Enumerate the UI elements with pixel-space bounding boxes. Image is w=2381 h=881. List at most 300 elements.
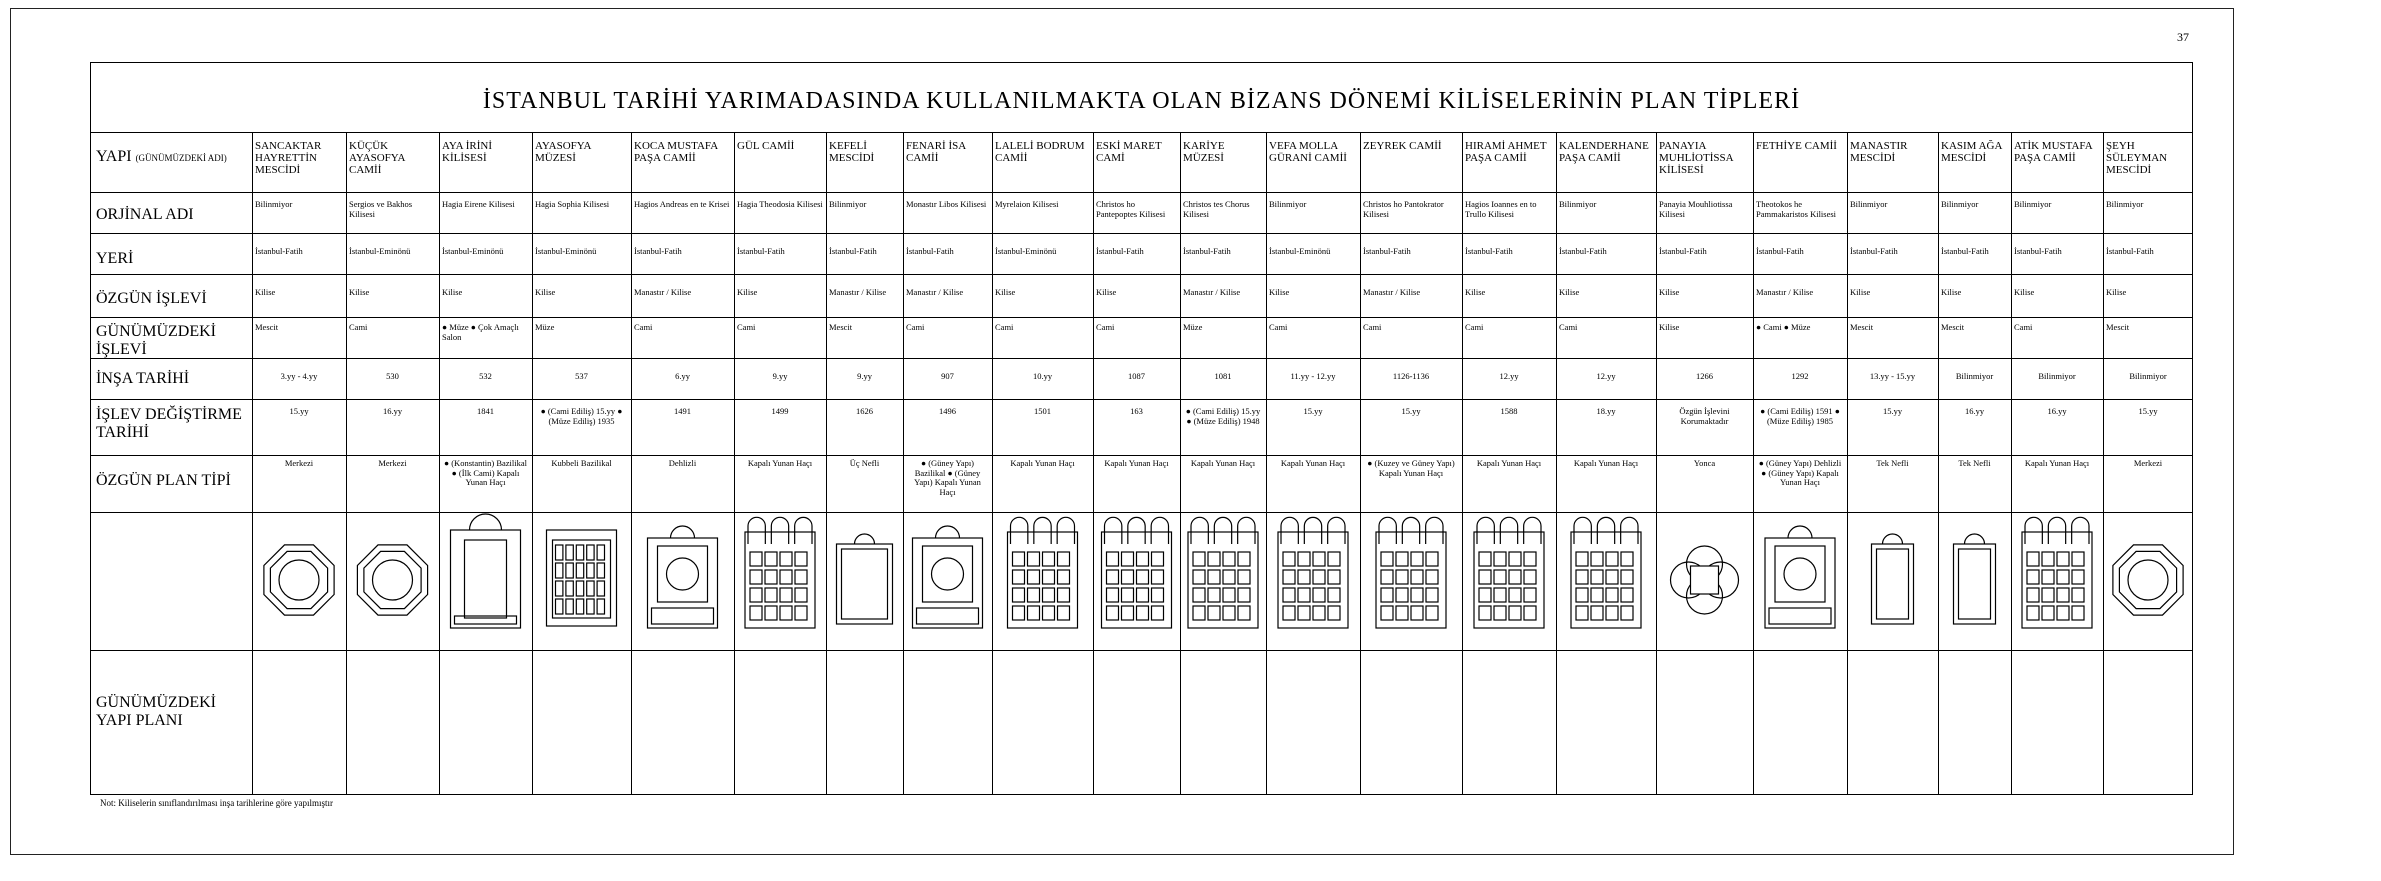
construction-date-cell: 3.yy - 4.yy (280, 372, 318, 381)
plan-type-cell: Kapalı Yunan Haçı (747, 459, 813, 468)
plan-line (1606, 552, 1618, 566)
plan-type-cell: Kapalı Yunan Haçı (1280, 459, 1346, 468)
plan-line (1122, 606, 1134, 620)
plan-line (1107, 570, 1119, 584)
page-number: 37 (2177, 30, 2189, 44)
plan-line (1883, 534, 1903, 544)
plan-line (1238, 517, 1255, 544)
plan-line (1621, 517, 1638, 544)
original-name-cell: Panayia Mouhliotissa Kilisesi (1659, 200, 1733, 219)
plan-line (1028, 552, 1040, 566)
plan-line (1426, 552, 1438, 566)
plan-line (1013, 552, 1025, 566)
plan-line (1381, 588, 1393, 602)
original-name-cell: Bilinmiyor (1269, 200, 1307, 209)
plan-line (1576, 552, 1588, 566)
plan-line (1396, 570, 1408, 584)
building-name-cell: HIRAMİ AHMET PAŞA CAMİİ (1465, 140, 1547, 164)
plan-line (566, 599, 573, 614)
table-title: İSTANBUL TARİHİ YARIMADASINDA KULLANILMAKTA OLAN BİZANS DÖNEMİ KİLİSELERİNİN PLAN TİPLERİ (482, 88, 1801, 114)
original-function-cell: Manastır / Kilise (1363, 288, 1421, 297)
plan-line (2027, 570, 2039, 584)
original-name-cell: Monastır Libos Kilisesi (906, 200, 987, 209)
function-change-date-cell: 16.yy (1964, 407, 1985, 416)
current-function-cell: Mescit (1850, 323, 1874, 332)
function-change-date-cell: 163 (1130, 407, 1143, 416)
plan-line (1509, 552, 1521, 566)
plan-line (2042, 588, 2054, 602)
plan-line (2027, 588, 2039, 602)
plan-line (936, 526, 960, 538)
plan-line (1426, 517, 1443, 544)
plan-type-cell: Kapalı Yunan Haçı (2024, 459, 2090, 468)
function-change-date-cell: 1501 (1034, 407, 1051, 416)
plan-line (1152, 606, 1164, 620)
plan-line (780, 606, 792, 620)
location-cell: İstanbul-Fatih (2014, 247, 2062, 256)
plan-line (765, 588, 777, 602)
original-name-cell: Hagios Andreas en te Krisei (634, 200, 730, 209)
function-change-date-cell: 1841 (477, 407, 494, 416)
location-cell: İstanbul-Fatih (255, 247, 303, 256)
current-function-cell: Müze (1183, 323, 1203, 332)
original-name-cell: Christos tes Chorus Kilisesi (1183, 200, 1250, 219)
original-function-cell: Kilise (1850, 288, 1871, 297)
plan-line (1479, 570, 1491, 584)
plan-line (1328, 517, 1345, 544)
plan-type-cell: Dehlizli (668, 459, 697, 468)
plan-line (1028, 606, 1040, 620)
plan-line (1509, 606, 1521, 620)
plan-line (1494, 588, 1506, 602)
plan-line (576, 563, 583, 578)
original-function-cell: Manastır / Kilise (906, 288, 964, 297)
function-change-date-cell: ● (Cami Ediliş) 15.yy ● (Müze Ediliş) 1935 (540, 407, 623, 426)
plan-line (556, 599, 563, 614)
plan-line (1283, 552, 1295, 566)
plan-type-cell: Merkezi (2133, 459, 2163, 468)
plan-line (1238, 588, 1250, 602)
building-name-cell: KOCA MUSTAFA PAŞA CAMİİ (634, 140, 718, 164)
function-change-date-cell: 1588 (1500, 407, 1518, 416)
plan-line (1013, 588, 1025, 602)
plan-line (1238, 552, 1250, 566)
plan-line (1223, 570, 1235, 584)
plan-line (1137, 570, 1149, 584)
building-name-cell: FETHİYE CAMİİ (1756, 140, 1837, 152)
current-function-cell: Cami (1269, 323, 1288, 332)
plan-line (780, 552, 792, 566)
plan-type-cell: ● (Konstantin) Bazilikal ● (İlk Cami) Kapalı Yunan Haçı (443, 459, 528, 487)
current-function-cell: Müze (535, 323, 555, 332)
plan-line (1013, 570, 1025, 584)
plan-line (667, 558, 699, 590)
plan-line (1411, 570, 1423, 584)
plan-line (553, 540, 611, 618)
plan-line (1058, 570, 1070, 584)
plan-line (2027, 606, 2039, 620)
plan-line (1208, 606, 1220, 620)
plan-line (1058, 606, 1070, 620)
original-function-cell: Kilise (2106, 288, 2127, 297)
construction-date-cell: 10.yy (1032, 372, 1053, 381)
plan-outline (1954, 544, 1996, 624)
current-function-cell: ● Müze ● Çok Amaçlı Salon (442, 323, 519, 342)
plan-line (1381, 570, 1393, 584)
building-name-cell: KASIM AĞA MESCİDİ (1941, 140, 2002, 164)
plan-line (1152, 570, 1164, 584)
plan-line (1238, 570, 1250, 584)
location-cell: İstanbul-Fatih (1096, 247, 1144, 256)
plan-line (1621, 552, 1633, 566)
plan-line (2057, 606, 2069, 620)
plan-line (2048, 517, 2065, 544)
plan-line (917, 608, 979, 624)
location-cell: İstanbul-Eminönü (535, 247, 597, 256)
location-cell: İstanbul-Fatih (829, 247, 877, 256)
current-function-cell: Cami (1465, 323, 1484, 332)
plan-line (1304, 517, 1321, 544)
plan-line (795, 517, 812, 544)
original-function-cell: Kilise (737, 288, 758, 297)
current-function-cell: Cami (737, 323, 756, 332)
plan-line (1477, 517, 1494, 544)
current-function-cell: Cami (1096, 323, 1115, 332)
plan-line (1524, 552, 1536, 566)
plan-line (1193, 588, 1205, 602)
plan-line (1691, 566, 1719, 594)
plan-line (1775, 546, 1825, 602)
location-cell: İstanbul-Fatih (906, 247, 954, 256)
building-name-cell: ATİK MUSTAFA PAŞA CAMİİ (2014, 140, 2093, 164)
plan-line (1769, 608, 1831, 624)
function-change-date-cell: 1626 (856, 407, 873, 416)
plan-line (587, 563, 594, 578)
plan-line (2072, 588, 2084, 602)
plan-line (470, 514, 502, 530)
plan-line (1591, 606, 1603, 620)
location-cell: İstanbul-Eminönü (349, 247, 411, 256)
original-function-cell: Kilise (255, 288, 276, 297)
plan-line (576, 581, 583, 596)
plan-line (566, 581, 573, 596)
function-change-date-cell: 18.yy (1596, 407, 1616, 416)
plan-line (1396, 588, 1408, 602)
plan-line (1328, 606, 1340, 620)
plan-line (1509, 588, 1521, 602)
plan-line (455, 616, 517, 624)
row-label-insa: İNŞA TARİHİ (96, 370, 190, 387)
original-function-cell: Kilise (1659, 288, 1680, 297)
plan-line (597, 545, 604, 560)
plan-line (750, 570, 762, 584)
plan-line (1043, 552, 1055, 566)
building-name-cell: SANCAKTAR HAYRETTİN MESCİDİ (255, 140, 322, 176)
original-name-cell: Bilinmiyor (1850, 200, 1888, 209)
plan-line (1479, 606, 1491, 620)
original-name-cell: Theotokos he Pammakaristos Kilisesi (1756, 200, 1837, 219)
location-cell: İstanbul-Fatih (1850, 247, 1898, 256)
plan-line (671, 526, 695, 538)
original-name-cell: Bilinmiyor (1559, 200, 1597, 209)
plan-line (1208, 570, 1220, 584)
plan-outline (2113, 545, 2183, 615)
plan-line (1576, 588, 1588, 602)
plan-line (1784, 558, 1816, 590)
current-function-cell: Kilise (1659, 323, 1680, 332)
plan-line (1223, 588, 1235, 602)
original-name-cell: Christos ho Pantokrator Kilisesi (1363, 200, 1444, 219)
original-function-cell: Kilise (442, 288, 463, 297)
plan-line (1959, 549, 1991, 619)
plan-line (795, 552, 807, 566)
plan-line (1011, 517, 1028, 544)
original-name-cell: Hagia Theodosia Kilisesi (737, 200, 823, 209)
plan-line (556, 581, 563, 596)
plan-type-cell: Kapalı Yunan Haçı (1476, 459, 1542, 468)
building-name-cell: ŞEYH SÜLEYMAN MESCİDİ (2106, 140, 2168, 176)
construction-date-cell: 12.yy (1499, 372, 1519, 381)
function-change-date-cell: 15.yy (2138, 407, 2158, 416)
location-cell: İstanbul-Fatih (1559, 247, 1607, 256)
plan-type-cell: ● (Güney Yapı) Dehlizli ● (Güney Yapı) Kapalı Yunan Haçı (1758, 459, 1842, 487)
plan-line (1043, 588, 1055, 602)
original-function-cell: Kilise (1559, 288, 1580, 297)
plan-line (765, 606, 777, 620)
plan-line (2072, 606, 2084, 620)
plan-line (1313, 570, 1325, 584)
plan-line (556, 563, 563, 578)
plan-line (373, 560, 413, 600)
plan-line (1193, 552, 1205, 566)
original-name-cell: Bilinmiyor (1941, 200, 1979, 209)
plan-line (2057, 588, 2069, 602)
plan-line (795, 606, 807, 620)
original-name-cell: Christos ho Pantepoptes Kilisesi (1096, 200, 1166, 219)
plan-line (1028, 570, 1040, 584)
plan-line (1381, 552, 1393, 566)
construction-date-cell: 6.yy (675, 372, 690, 381)
plan-outline (451, 530, 521, 628)
current-function-cell: Cami (995, 323, 1014, 332)
plan-line (587, 545, 594, 560)
plan-line (1379, 517, 1396, 544)
plan-line (2128, 560, 2168, 600)
plan-line (1281, 517, 1298, 544)
plan-line (1494, 606, 1506, 620)
plan-type-cell: Üç Nefli (849, 459, 880, 468)
plan-line (1193, 570, 1205, 584)
plan-outline (1872, 544, 1914, 624)
plan-line (1208, 552, 1220, 566)
footnote: Not: Kiliselerin sınıflandırılması inşa tarihlerine göre yapılmıştır (100, 798, 333, 808)
current-function-cell: Cami (1363, 323, 1382, 332)
plan-line (1328, 552, 1340, 566)
plan-line (1058, 552, 1070, 566)
original-name-cell: Myrelaion Kilisesi (995, 200, 1059, 209)
plan-line (279, 560, 319, 600)
plan-line (855, 534, 875, 544)
plan-line (2072, 570, 2084, 584)
building-name-cell: FENARİ İSA CAMİİ (906, 140, 966, 164)
plan-line (1214, 517, 1231, 544)
original-function-cell: Manastır / Kilise (1756, 288, 1814, 297)
original-name-cell: Sergios ve Bakhos Kilisesi (349, 200, 413, 219)
original-name-cell: Bilinmiyor (829, 200, 867, 209)
plan-line (1621, 570, 1633, 584)
function-change-date-cell: 16.yy (382, 407, 403, 416)
function-change-date-cell: 15.yy (1401, 407, 1421, 416)
plan-line (2042, 552, 2054, 566)
original-function-cell: Kilise (2014, 288, 2035, 297)
plan-line (1298, 588, 1310, 602)
plan-line (597, 599, 604, 614)
location-cell: İstanbul-Fatih (1363, 247, 1411, 256)
plan-line (1058, 588, 1070, 602)
function-change-date-cell: 16.yy (2047, 407, 2067, 416)
plan-line (597, 563, 604, 578)
location-cell: İstanbul-Fatih (1941, 247, 1989, 256)
plan-outline (357, 545, 427, 615)
row-label-yapi-plani: GÜNÜMÜZDEKİ YAPI PLANI (96, 694, 216, 729)
plan-line (1193, 606, 1205, 620)
plan-line (1621, 606, 1633, 620)
plan-line (2072, 517, 2089, 544)
plan-line (1208, 588, 1220, 602)
plan-line (2027, 552, 2039, 566)
plan-line (765, 552, 777, 566)
construction-date-cell: 1126-1136 (1392, 372, 1430, 381)
plan-line (1494, 552, 1506, 566)
plan-line (923, 546, 973, 602)
plan-line (1479, 552, 1491, 566)
location-cell: İstanbul-Fatih (2106, 247, 2154, 256)
plan-type-cell: Tek Nefli (1958, 459, 1991, 468)
building-name-cell: GÜL CAMİİ (737, 140, 795, 152)
original-name-cell: Bilinmiyor (2014, 200, 2052, 209)
plan-outline (837, 544, 893, 624)
plan-line (1105, 517, 1122, 544)
construction-date-cell: Bilinmiyor (2129, 372, 2167, 381)
plan-line (652, 608, 714, 624)
plan-line (1298, 552, 1310, 566)
construction-date-cell: 1087 (1128, 372, 1145, 381)
plan-line (1107, 588, 1119, 602)
function-change-date-cell: 15.yy (289, 407, 309, 416)
building-name-cell: AYASOFYA MÜZESİ (535, 140, 591, 164)
plan-line (1223, 606, 1235, 620)
original-function-cell: Kilise (1269, 288, 1290, 297)
plan-line (1122, 552, 1134, 566)
plan-line (1591, 588, 1603, 602)
current-function-cell: Cami (634, 323, 653, 332)
row-label-degisim: İŞLEV DEĞİŞTİRME TARİHİ (96, 406, 242, 441)
building-name-cell: MANASTIR MESCİDİ (1850, 140, 1908, 164)
plan-line (932, 558, 964, 590)
plan-line (1028, 588, 1040, 602)
plan-line (1122, 588, 1134, 602)
location-cell: İstanbul-Fatih (1465, 247, 1513, 256)
plan-line (1313, 588, 1325, 602)
plan-line (1402, 517, 1419, 544)
plan-line (1877, 549, 1909, 619)
row-label-yeri: YERİ (96, 250, 134, 267)
plan-line (1509, 570, 1521, 584)
plan-line (1122, 570, 1134, 584)
construction-date-cell: 532 (479, 372, 492, 381)
plan-type-cell: Kapalı Yunan Haçı (1104, 459, 1169, 468)
plan-line (2025, 517, 2042, 544)
plan-type-cell: Kubbeli Bazilikal (551, 459, 612, 468)
function-change-date-cell: ● (Cami Ediliş) 15.yy ● (Müze Ediliş) 1948 (1185, 407, 1261, 426)
plan-line (2042, 606, 2054, 620)
plan-line (1283, 588, 1295, 602)
plan-type-cell: Kapalı Yunan Haçı (1010, 459, 1075, 468)
plan-line (566, 563, 573, 578)
original-name-cell: Hagia Sophia Kilisesi (535, 200, 610, 209)
plan-line (842, 549, 888, 619)
building-name-cell: ESKİ MARET CAMİ (1096, 140, 1162, 164)
row-label-orjinal: ORJİNAL ADI (96, 206, 194, 223)
plan-line (1965, 534, 1985, 544)
plan-outline (264, 545, 334, 615)
plan-line (1591, 570, 1603, 584)
construction-date-cell: 11.yy - 12.yy (1290, 372, 1336, 381)
plan-line (1328, 588, 1340, 602)
plan-type-cell: Kapalı Yunan Haçı (1190, 459, 1256, 468)
plan-type-cell: Yonca (1693, 459, 1716, 468)
plan-line (1283, 606, 1295, 620)
location-cell: İstanbul-Fatih (1756, 247, 1804, 256)
construction-date-cell: 1081 (1214, 372, 1232, 381)
original-function-cell: Kilise (1096, 288, 1117, 297)
plan-line (795, 588, 807, 602)
plan-line (780, 570, 792, 584)
location-cell: İstanbul-Eminönü (995, 247, 1057, 256)
plan-line (748, 517, 765, 544)
plan-line (2057, 570, 2069, 584)
plan-line (1151, 517, 1168, 544)
original-function-cell: Kilise (1941, 288, 1962, 297)
plan-line (1152, 588, 1164, 602)
plan-line (1238, 606, 1250, 620)
plan-line (795, 570, 807, 584)
plan-line (1137, 606, 1149, 620)
plan-line (1313, 552, 1325, 566)
plan-line (1137, 588, 1149, 602)
original-function-cell: Manastır / Kilise (1183, 288, 1241, 297)
plan-line (1426, 606, 1438, 620)
construction-date-cell: 13.yy - 15.yy (1869, 372, 1916, 381)
current-function-cell: Mescit (2106, 323, 2130, 332)
plan-line (1013, 606, 1025, 620)
construction-date-cell: 907 (941, 372, 954, 381)
construction-date-cell: Bilinmiyor (1955, 372, 1994, 381)
row-label-plan: ÖZGÜN PLAN TİPİ (96, 472, 231, 489)
construction-date-cell: 537 (575, 372, 588, 381)
building-name-cell: PANAYIA MUHLİOTİSSA KİLİSESİ (1659, 140, 1733, 176)
original-name-cell: Hagios Ioannes en to Trullo Kilisesi (1465, 200, 1537, 219)
plan-line (1524, 588, 1536, 602)
plan-line (576, 599, 583, 614)
location-cell: İstanbul-Eminönü (442, 247, 504, 256)
function-change-date-cell: 1499 (771, 407, 789, 416)
plan-line (1479, 588, 1491, 602)
construction-date-cell: Bilinmiyor (2038, 372, 2076, 381)
current-function-cell: Mescit (829, 323, 853, 332)
plan-line (1494, 570, 1506, 584)
plan-line (1576, 606, 1588, 620)
